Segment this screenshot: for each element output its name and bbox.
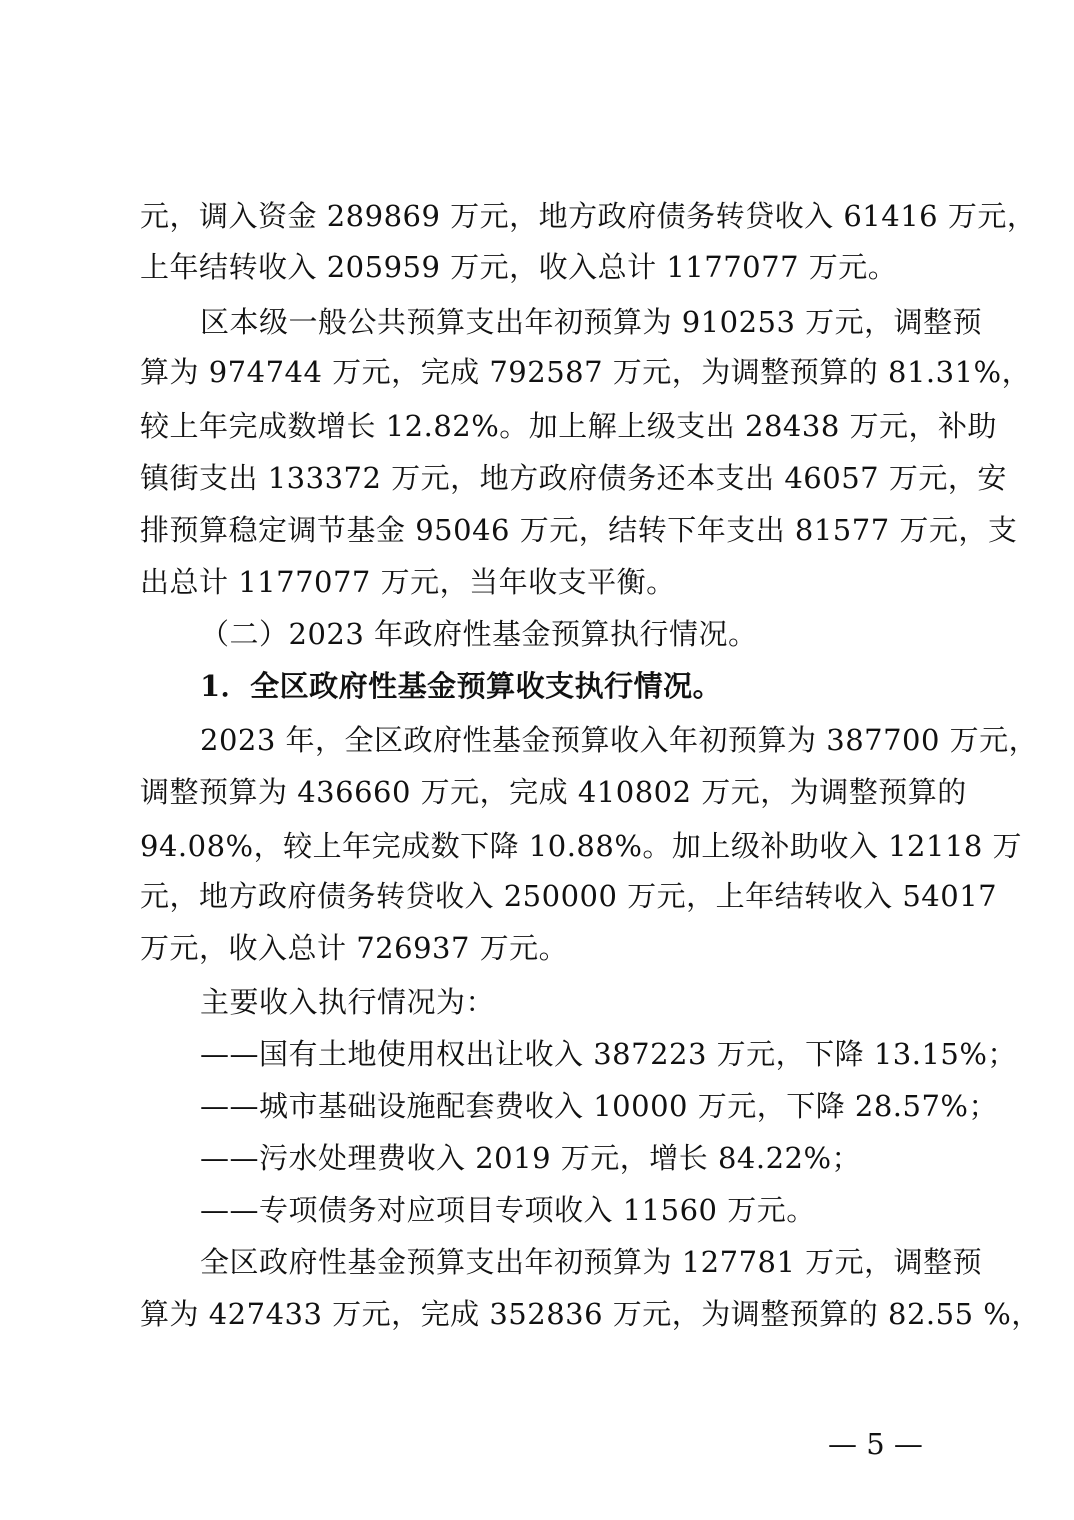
- list-item: ——国有土地使用权出让收入 387223 万元，下降 13.15%；: [200, 1037, 1017, 1071]
- list-item: ——专项债务对应项目专项收入 11560 万元。: [200, 1193, 816, 1227]
- text-line: 出总计 1177077 万元，当年收支平衡。: [140, 565, 676, 599]
- text-line: 万元，收入总计 726937 万元。: [140, 931, 569, 965]
- text-line: 上年结转收入 205959 万元，收入总计 1177077 万元。: [140, 250, 898, 284]
- text-line: 主要收入执行情况为：: [200, 985, 496, 1019]
- list-item: ——污水处理费收入 2019 万元，增长 84.22%；: [200, 1141, 862, 1175]
- subsection-heading: 1．全区政府性基金预算收支执行情况。: [200, 669, 723, 703]
- section-heading: （二）2023 年政府性基金预算执行情况。: [200, 617, 758, 651]
- list-item: ——城市基础设施配套费收入 10000 万元，下降 28.57%；: [200, 1089, 998, 1123]
- text-line: 排预算稳定调节基金 95046 万元，结转下年支出 81577 万元，支: [140, 513, 1018, 547]
- text-line: 元，地方政府债务转贷收入 250000 万元，上年结转收入 54017: [140, 879, 998, 913]
- text-line: 全区政府性基金预算支出年初预算为 127781 万元，调整预: [200, 1245, 983, 1279]
- text-line: 算为 427433 万元，完成 352836 万元，为调整预算的 82.55 %，: [140, 1297, 1041, 1331]
- text-line: 较上年完成数增长 12.82%。加上解上级支出 28438 万元，补助: [140, 409, 997, 443]
- text-line: 元，调入资金 289869 万元，地方政府债务转贷收入 61416 万元，: [140, 199, 1037, 233]
- text-line: 2023 年，全区政府性基金预算收入年初预算为 387700 万元，: [200, 723, 1039, 757]
- text-line: 调整预算为 436660 万元，完成 410802 万元，为调整预算的: [140, 775, 967, 809]
- text-line: 94.08%，较上年完成数下降 10.88%。加上级补助收入 12118 万: [140, 829, 1023, 863]
- text-line: 镇街支出 133372 万元，地方政府债务还本支出 46057 万元，安: [140, 461, 1007, 495]
- text-line: 算为 974744 万元，完成 792587 万元，为调整预算的 81.31%，: [140, 355, 1032, 389]
- text-line: 区本级一般公共预算支出年初预算为 910253 万元，调整预: [200, 305, 983, 339]
- page-number: — 5 —: [828, 1427, 923, 1461]
